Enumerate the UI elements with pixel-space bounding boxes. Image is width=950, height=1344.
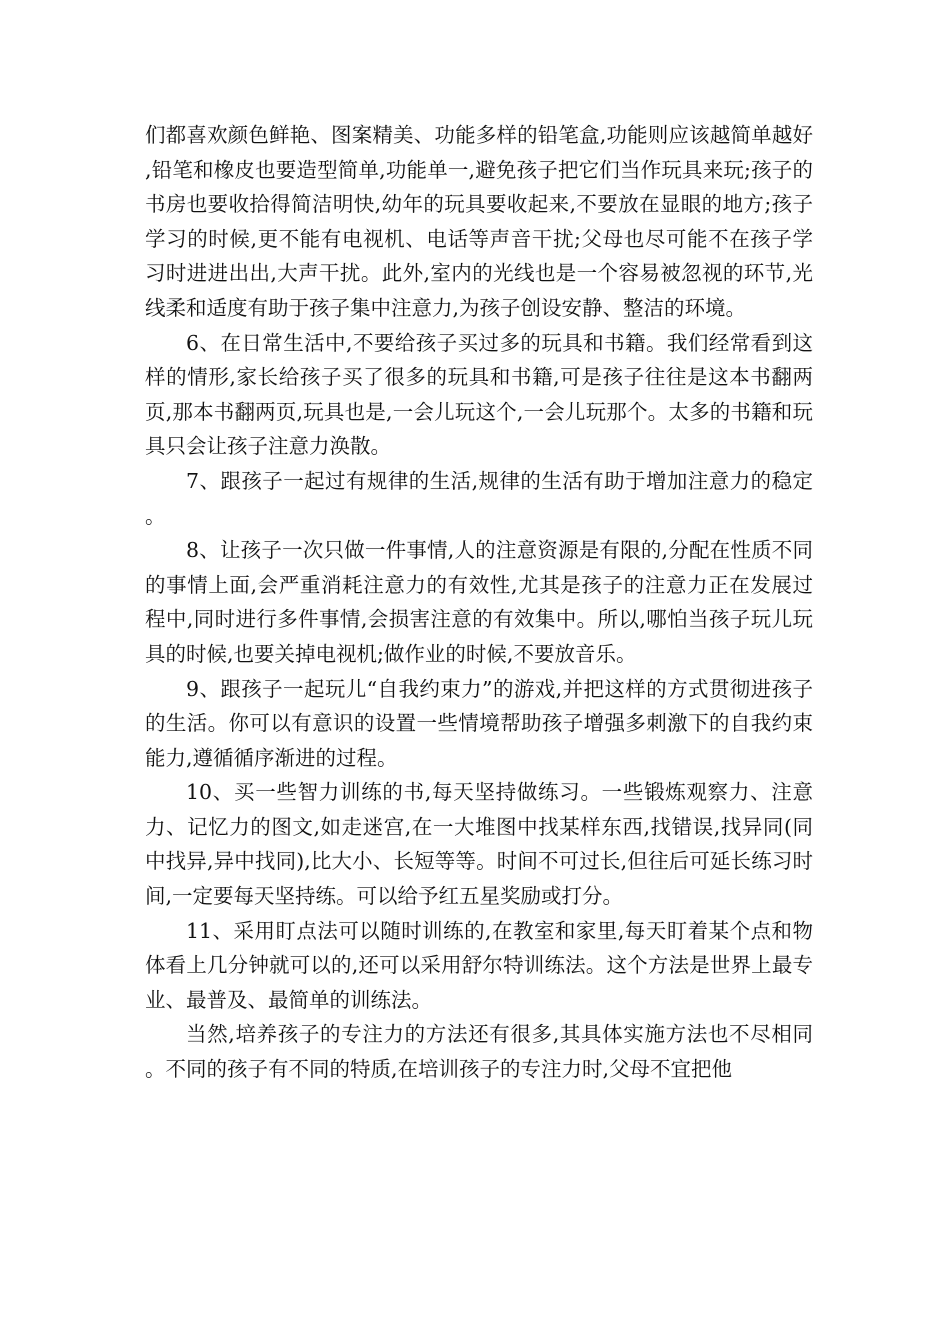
paragraph-tip-10: 10、买一些智力训练的书,每天坚持做练习。一些锻炼观察力、注意力、记忆力的图文,如走迷宫,在一大堆图中找某样东西,找错误,找异同(同中找异,异中找同),比大小、长短等等。时间不可过长,但往后可延长练习时间,一定要每天坚持练。可以给予红五星奖励或打分。 — [145, 780, 813, 909]
paragraph-conclusion: 当然,培养孩子的专注力的方法还有很多,其具体实施方法也不尽相同。不同的孩子有不同的特质,在培训孩子的专注力时,父母不宜把他 — [145, 1022, 813, 1082]
document-page — [145, 118, 813, 1087]
paragraph-tip-6: 6、在日常生活中,不要给孩子买过多的玩具和书籍。我们经常看到这样的情形,家长给孩子买了很多的玩具和书籍,可是孩子往往是这本书翻两页,那本书翻两页,玩具也是,一会儿玩这个,一会儿玩那个。太多的书籍和玩具只会让孩子注意力涣散。 — [145, 330, 813, 459]
paragraph-continuation: 们都喜欢颜色鲜艳、图案精美、功能多样的铅笔盒,功能则应该越简单越好,铅笔和橡皮也要造型简单,功能单一,避免孩子把它们当作玩具来玩;孩子的书房也要收拾得简洁明快,幼年的玩具要收起来,不要放在显眼的地方;孩子学习的时候,更不能有电视机、电话等声音干扰;父母也尽可能不在孩子学习时进进出出,大声干扰。此外,室内的光线也是一个容易被忽视的环节,光线柔和适度有助于孩子集中注意力,为孩子创设安静、整洁的环境。 — [145, 123, 813, 320]
paragraph-tip-9: 9、跟孩子一起玩儿“自我约束力”的游戏,并把这样的方式贯彻进孩子的生活。你可以有意识的设置一些情境帮助孩子增强多刺激下的自我约束能力,遵循循序渐进的过程。 — [145, 676, 813, 770]
paragraph-tip-11: 11、采用盯点法可以随时训练的,在教室和家里,每天盯着某个点和物体看上几分钟就可以的,还可以采用舒尔特训练法。这个方法是世界上最专业、最普及、最简单的训练法。 — [145, 918, 813, 1012]
paragraph-tip-8: 8、让孩子一次只做一件事情,人的注意资源是有限的,分配在性质不同的事情上面,会严重消耗注意力的有效性,尤其是孩子的注意力正在发展过程中,同时进行多件事情,会损害注意的有效集中。所以,哪怕当孩子玩儿玩具的时候,也要关掉电视机;做作业的时候,不要放音乐。 — [145, 538, 813, 666]
paragraph-tip-7: 7、跟孩子一起过有规律的生活,规律的生活有助于增加注意力的稳定。 — [145, 468, 813, 528]
